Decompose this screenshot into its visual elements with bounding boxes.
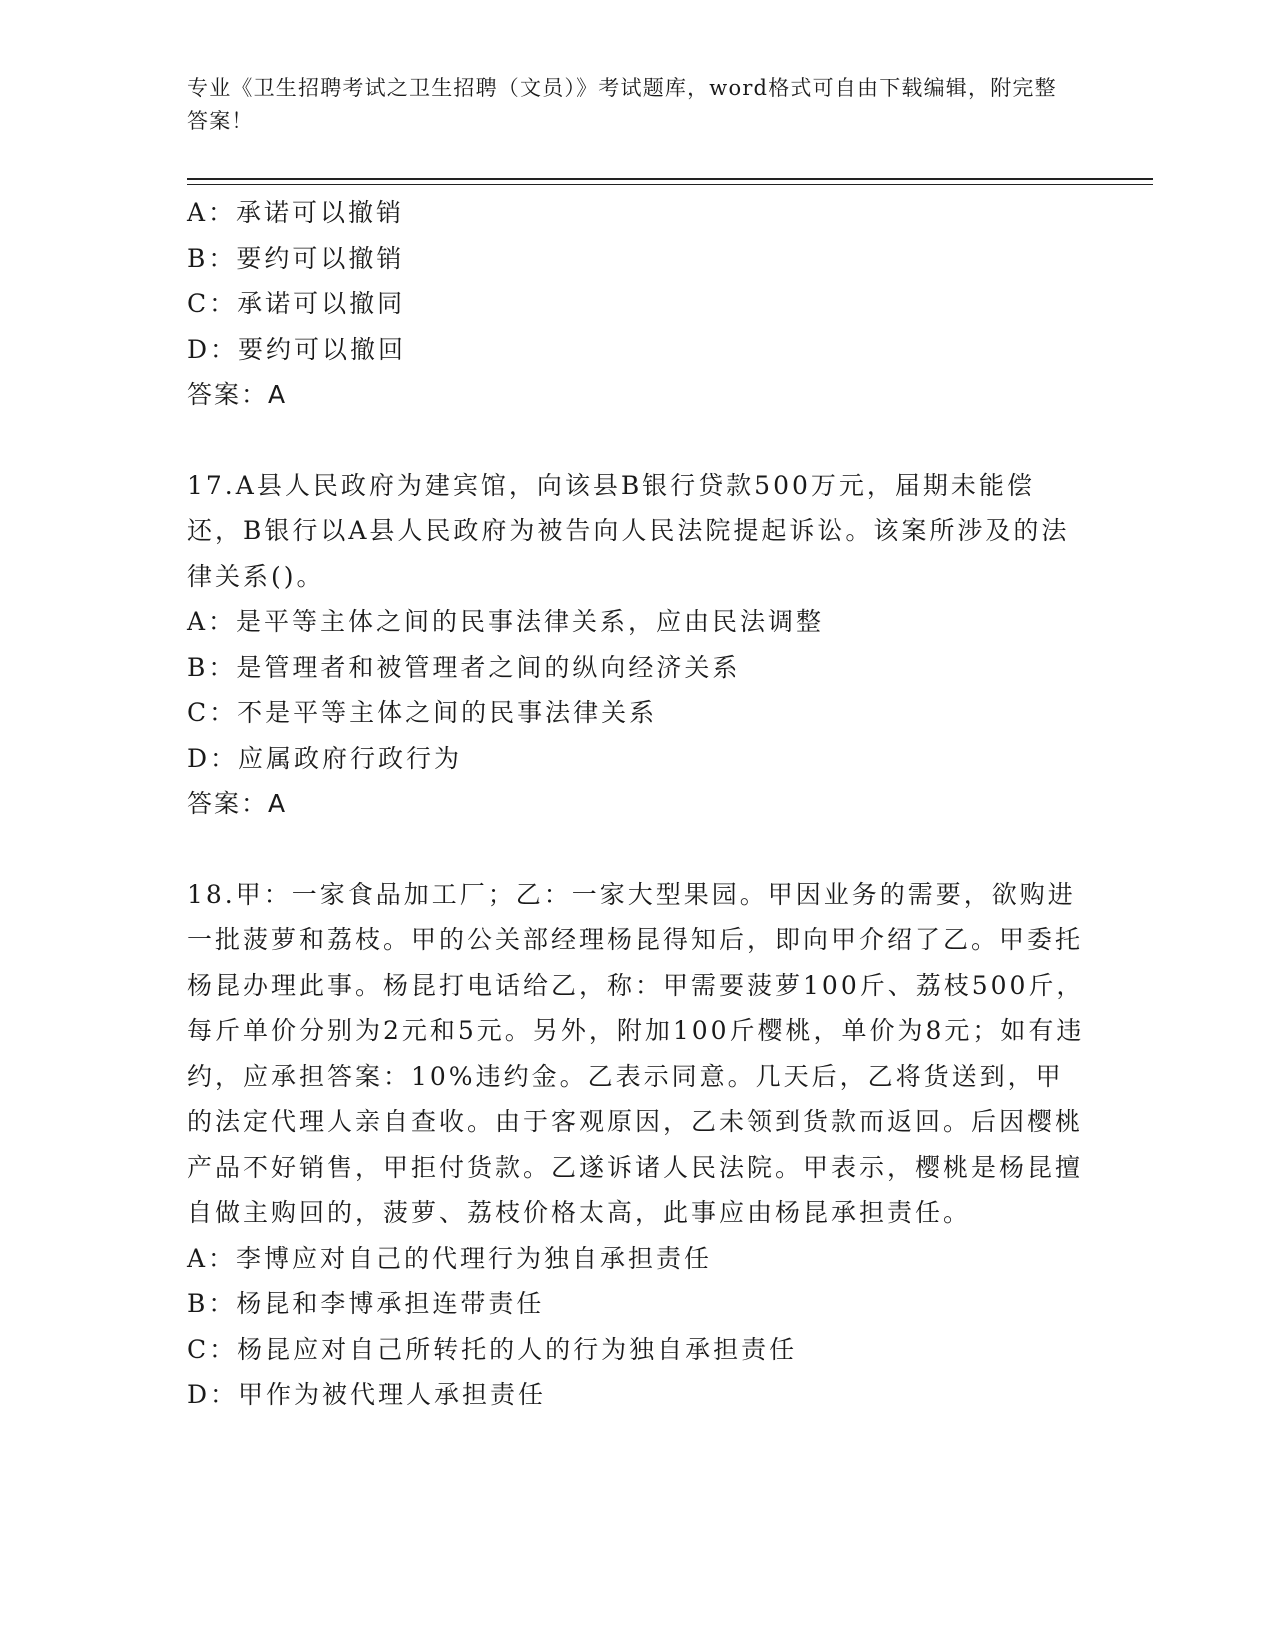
- q16-option-d: D：要约可以撤回: [187, 334, 407, 364]
- document-header: 专业《卫生招聘考试之卫生招聘（文员）》考试题库，word格式可自由下载编辑，附完整答案！: [187, 76, 1057, 133]
- question-content: [187, 190, 1087, 1418]
- q16-option-c: C：承诺可以撤同: [187, 289, 406, 318]
- question-16-tail: [187, 190, 1087, 418]
- q16-option-b: B：要约可以撤销: [187, 243, 405, 273]
- header-divider-thick: [187, 178, 1153, 180]
- q18-option-a: A：李博应对自己的代理行为独自承担责任: [187, 1243, 713, 1273]
- q18-option-b: B：杨昆和李博承担连带责任: [187, 1289, 545, 1318]
- header-divider-thin: [187, 184, 1153, 185]
- q16-answer: 答案：A: [187, 380, 288, 409]
- q17-answer: 答案：A: [187, 789, 288, 818]
- q17-option-d: D：应属政府行政行为: [187, 743, 463, 773]
- q16-option-a: A：承诺可以撤销: [187, 198, 405, 227]
- q17-text: 17.A县人民政府为建宾馆，向该县B银行贷款500万元，届期未能偿还，B银行以A县人民政府为被告向人民法院提起诉讼。该案所涉及的法律关系()。: [187, 470, 1070, 591]
- question-18: [187, 872, 1087, 1418]
- q18-option-c: C：杨昆应对自己所转托的人的行为独自承担责任: [187, 1334, 798, 1364]
- q18-text: 18.甲：一家食品加工厂；乙：一家大型果园。甲因业务的需要，欲购进一批菠萝和荔枝。甲的公关部经理杨昆得知后，即向甲介绍了乙。甲委托杨昆办理此事。杨昆打电话给乙，称：甲需要菠萝100斤、荔枝500斤，每斤单价分别为2元和5元。另外，附加100斤樱桃，单价为8元；如有违约，应承担答案：10%违约金。乙表示同意。几天后，乙将货送到，甲的法定代理人亲自查收。由于客观原因，乙未领到货款而返回。后因樱桃产品不好销售，甲拒付货款。乙遂诉诸人民法院。甲表示，樱桃是杨昆擅自做主购回的，菠萝、荔枝价格太高，此事应由杨昆承担责任。: [187, 879, 1085, 1227]
- q17-option-b: B：是管理者和被管理者之间的纵向经济关系: [187, 652, 741, 682]
- question-17: [187, 463, 1087, 827]
- q17-option-c: C：不是平等主体之间的民事法律关系: [187, 698, 658, 727]
- q17-option-a: A：是平等主体之间的民事法律关系，应由民法调整: [187, 607, 825, 636]
- q18-option-d: D：甲作为被代理人承担责任: [187, 1380, 547, 1409]
